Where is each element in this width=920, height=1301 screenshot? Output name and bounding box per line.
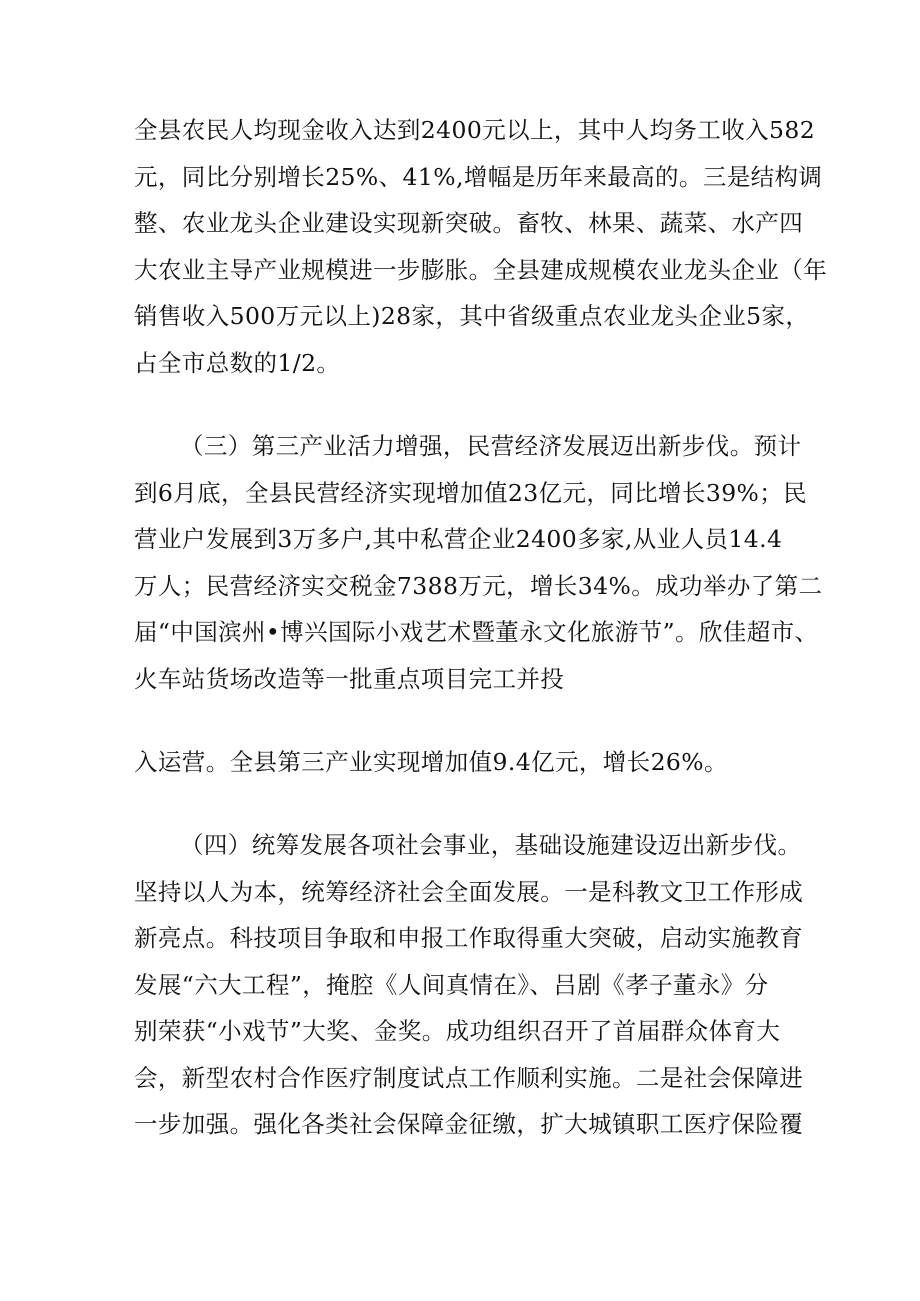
- text-line: 一步加强。强化各类社会保障金征缴，扩大城镇职工医疗保险覆: [134, 1110, 804, 1138]
- text-line: 销售收入500万元以上)28家，其中省级重点农业龙头企业5家，: [134, 302, 810, 330]
- text-line: 别荣获“小戏节”大奖、金奖。成功组织召开了首届群众体育大: [134, 1017, 781, 1045]
- text-line: 大农业主导产业规模进一步膨胀。全县建成规模农业龙头企业（年: [134, 256, 828, 284]
- text-line: （四）统筹发展各项社会事业，基础设施建设迈出新步伐。: [180, 831, 802, 859]
- text-line: 占全市总数的1/2。: [134, 349, 341, 377]
- text-line: 坚持以人为本，统筹经济社会全面发展。一是科教文卫工作形成: [134, 878, 804, 906]
- text-line: 入运营。全县第三产业实现增加值9.4亿元，增长26%。: [134, 748, 728, 776]
- text-line: 会，新型农村合作医疗制度试点工作顺利实施。二是社会保障进: [134, 1064, 804, 1092]
- text-line: 元，同比分别增长25%、41%,增幅是历年来最高的。三是结构调: [134, 163, 823, 191]
- text-line: 新亮点。科技项目争取和申报工作取得重大突破，启动实施教育: [134, 924, 804, 952]
- text-line: 发展“六大工程”，掩腔《人间真情在》、吕剧《孝子董永》分: [134, 971, 769, 999]
- text-line: 火车站货场改造等一批重点项目完工并投: [134, 665, 565, 693]
- text-line: 整、农业龙头企业建设实现新突破。畜牧、林果、蔬菜、水产四: [134, 209, 804, 237]
- text-line: 全县农民人均现金收入达到2400元以上，其中人均务工收入582: [134, 116, 816, 144]
- text-line: 营业户发展到3万多户,其中私营企业2400多家,从业人员14.4: [134, 525, 783, 553]
- text-line: 万人；民营经济实交税金7388万元，增长34%。成功举办了第二: [134, 572, 823, 600]
- text-line: 届“中国滨州•博兴国际小戏艺术暨董永文化旅游节”。欣佳超市、: [134, 618, 819, 646]
- text-line: （三）第三产业活力增强，民营经济发展迈出新步伐。预计: [180, 432, 802, 460]
- text-line: 到6月底，全县民营经济实现增加值23亿元，同比增长39%；民: [134, 479, 808, 507]
